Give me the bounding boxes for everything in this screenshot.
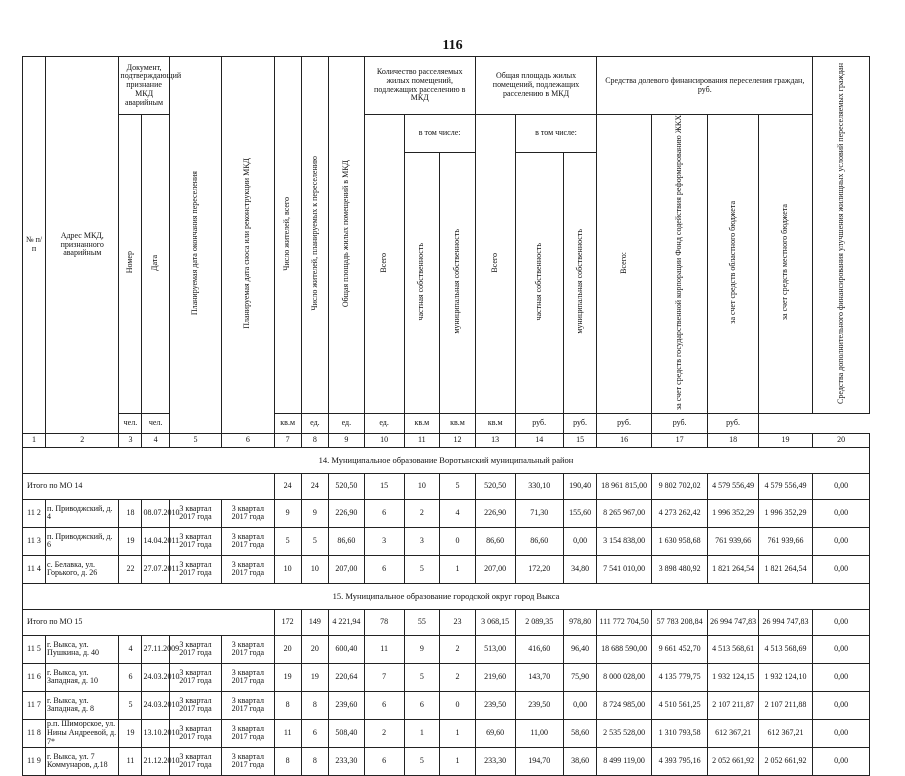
column-number-cell: 2 bbox=[46, 433, 119, 447]
table-cell: 11 2 bbox=[23, 499, 46, 527]
total-cell: 520,50 bbox=[329, 473, 365, 499]
section-title: 15. Муниципальное образование городской округ город Выкса bbox=[23, 583, 870, 609]
table-cell: 10 bbox=[274, 555, 301, 583]
total-cell: 0,00 bbox=[813, 473, 870, 499]
column-number-cell: 8 bbox=[301, 433, 328, 447]
column-number-cell: 7 bbox=[274, 433, 301, 447]
table-cell: 226,90 bbox=[329, 499, 365, 527]
table-cell: 14.04.2011 bbox=[142, 527, 169, 555]
table-cell: 0 bbox=[440, 527, 476, 555]
table-cell: 3 квартал 2017 года bbox=[222, 747, 274, 775]
table-cell: 219,60 bbox=[475, 663, 515, 691]
section-header-row bbox=[23, 447, 870, 473]
table-cell: 4 510 561,25 bbox=[651, 691, 708, 719]
table-cell: 3 квартал 2017 года bbox=[169, 635, 221, 663]
table-cell: 13.10.2010 bbox=[142, 719, 169, 747]
table-row bbox=[23, 527, 870, 555]
table-cell: 1 821 264,54 bbox=[708, 555, 758, 583]
column-number-cell: 4 bbox=[142, 433, 169, 447]
table-cell: 207,00 bbox=[329, 555, 365, 583]
unit-cell: ед. bbox=[329, 413, 365, 433]
table-cell: 226,90 bbox=[475, 499, 515, 527]
table-cell: 4 bbox=[440, 499, 476, 527]
resettlement-table bbox=[22, 56, 870, 776]
hdr-rooms-private: частная собственность bbox=[404, 153, 440, 413]
total-cell: 24 bbox=[274, 473, 301, 499]
page-number: 116 bbox=[442, 38, 463, 53]
table-cell: 0,00 bbox=[813, 663, 870, 691]
hdr-fund-regional: за счет средств областного бюджета bbox=[708, 115, 758, 414]
table-cell: 3 квартал 2017 года bbox=[222, 499, 274, 527]
table-cell: 1 821 264,54 bbox=[758, 555, 813, 583]
table-cell: 513,00 bbox=[475, 635, 515, 663]
table-cell: 1 996 352,29 bbox=[708, 499, 758, 527]
table-cell: 233,30 bbox=[475, 747, 515, 775]
table-cell: 612 367,21 bbox=[708, 719, 758, 747]
hdr-doc-number: Номер bbox=[119, 115, 142, 414]
table-cell: 10 bbox=[301, 555, 328, 583]
table-cell: 20 bbox=[274, 635, 301, 663]
table-cell: 0,00 bbox=[813, 719, 870, 747]
total-cell: 57 783 208,84 bbox=[651, 609, 708, 635]
column-number-cell: 13 bbox=[475, 433, 515, 447]
table-cell: 761 939,66 bbox=[758, 527, 813, 555]
total-cell: 978,80 bbox=[563, 609, 597, 635]
table-cell: 38,60 bbox=[563, 747, 597, 775]
table-cell: 75,90 bbox=[563, 663, 597, 691]
table-cell: 3 квартал 2017 года bbox=[169, 555, 221, 583]
resettlement-table-wrap bbox=[22, 56, 870, 776]
table-cell: 3 квартал 2017 года bbox=[222, 719, 274, 747]
table-cell: 2 bbox=[440, 635, 476, 663]
table-cell: 2 535 528,00 bbox=[597, 719, 652, 747]
hdr-area-total: Всего bbox=[475, 115, 515, 414]
table-cell: 239,60 bbox=[329, 691, 365, 719]
table-cell: 96,40 bbox=[563, 635, 597, 663]
total-label: Итого по МО 14 bbox=[23, 473, 275, 499]
table-cell: 19 bbox=[274, 663, 301, 691]
column-number-row bbox=[23, 433, 870, 447]
hdr-area-private: частная собственность bbox=[515, 153, 563, 413]
hdr-rooms-municipal: муниципальная собственность bbox=[440, 153, 476, 413]
table-cell: 0,00 bbox=[813, 691, 870, 719]
table-cell: 4 273 262,42 bbox=[651, 499, 708, 527]
table-cell: 0,00 bbox=[813, 635, 870, 663]
table-cell: 11 9 bbox=[23, 747, 46, 775]
table-cell: 11 3 bbox=[23, 527, 46, 555]
table-cell: 18 688 590,00 bbox=[597, 635, 652, 663]
table-cell: 4 bbox=[119, 635, 142, 663]
table-cell: 8 bbox=[301, 691, 328, 719]
table-cell: 3 154 838,00 bbox=[597, 527, 652, 555]
total-cell: 190,40 bbox=[563, 473, 597, 499]
table-cell: 2 052 661,92 bbox=[708, 747, 758, 775]
table-cell: 0,00 bbox=[813, 527, 870, 555]
table-cell: 1 bbox=[440, 555, 476, 583]
table-cell: 11 6 bbox=[23, 663, 46, 691]
hdr-residents-planned: Число жителей, планируемых к переселению bbox=[301, 57, 328, 414]
table-cell: 7 541 010,00 bbox=[597, 555, 652, 583]
table-cell: 1 bbox=[440, 719, 476, 747]
table-cell: 8 bbox=[274, 747, 301, 775]
column-number-cell: 19 bbox=[758, 433, 813, 447]
total-cell: 15 bbox=[364, 473, 404, 499]
table-cell: 18 bbox=[119, 499, 142, 527]
table-cell: 24.03.2010 bbox=[142, 691, 169, 719]
hdr-area-municipal: муниципальная собственность bbox=[563, 153, 597, 413]
total-cell: 4 221,94 bbox=[329, 609, 365, 635]
total-cell: 10 bbox=[404, 473, 440, 499]
table-cell: 5 bbox=[404, 555, 440, 583]
total-cell: 18 961 815,00 bbox=[597, 473, 652, 499]
address-cell: г. Выкса, ул. Западная, д. 10 bbox=[46, 663, 119, 691]
table-cell: 86,60 bbox=[515, 527, 563, 555]
table-cell: 5 bbox=[274, 527, 301, 555]
unit-cell: чел. bbox=[142, 413, 169, 433]
table-cell: 3 квартал 2017 года bbox=[169, 719, 221, 747]
total-label: Итого по МО 15 bbox=[23, 609, 275, 635]
hdr-address: Адрес МКД, признанного аварийным bbox=[46, 57, 119, 434]
hdr-residents-total: Число жителей, всего bbox=[274, 57, 301, 414]
unit-cell: чел. bbox=[119, 413, 142, 433]
table-cell: 612 367,21 bbox=[758, 719, 813, 747]
table-cell: 6 bbox=[364, 499, 404, 527]
unit-cell: кв.м bbox=[404, 413, 440, 433]
total-cell: 520,50 bbox=[475, 473, 515, 499]
address-cell: р.п. Шиморское, ул. Нины Андреевой, д. 7* bbox=[46, 719, 119, 747]
table-cell: 3 bbox=[364, 527, 404, 555]
column-number-cell: 5 bbox=[169, 433, 221, 447]
unit-cell: кв.м bbox=[440, 413, 476, 433]
table-cell: 761 939,66 bbox=[708, 527, 758, 555]
table-cell: 1 932 124,10 bbox=[758, 663, 813, 691]
table-cell: 6 bbox=[364, 747, 404, 775]
hdr-fund-total: Всего: bbox=[597, 115, 652, 414]
column-number-cell: 12 bbox=[440, 433, 476, 447]
table-cell: 21.12.2010 bbox=[142, 747, 169, 775]
table-row bbox=[23, 555, 870, 583]
table-row bbox=[23, 635, 870, 663]
table-row bbox=[23, 691, 870, 719]
table-cell: 86,60 bbox=[329, 527, 365, 555]
unit-cell: руб. bbox=[515, 413, 563, 433]
table-cell: 8 bbox=[301, 747, 328, 775]
table-cell: 1 bbox=[440, 747, 476, 775]
hdr-total-area: Общая площадь жилых помещений в МКД bbox=[329, 57, 365, 414]
table-cell: 0 bbox=[440, 691, 476, 719]
table-cell: 24.03.2010 bbox=[142, 663, 169, 691]
column-number-cell: 17 bbox=[651, 433, 708, 447]
table-cell: 2 107 211,87 bbox=[708, 691, 758, 719]
table-cell: 69,60 bbox=[475, 719, 515, 747]
hdr-fund-local: за счет средств местного бюджета bbox=[758, 115, 813, 414]
table-cell: 6 bbox=[119, 663, 142, 691]
table-cell: 22 bbox=[119, 555, 142, 583]
table-cell: 19 bbox=[301, 663, 328, 691]
column-number-cell: 16 bbox=[597, 433, 652, 447]
column-number-cell: 10 bbox=[364, 433, 404, 447]
total-cell: 172 bbox=[274, 609, 301, 635]
total-cell: 26 994 747,83 bbox=[758, 609, 813, 635]
section-title: 14. Муниципальное образование Воротынский муниципальный район bbox=[23, 447, 870, 473]
hdr-fund-corp: за счет средств государственной корпорации Фонд содействия реформированию ЖКХ bbox=[651, 115, 708, 414]
unit-cell: руб. bbox=[708, 413, 758, 433]
hdr-no: № п/п bbox=[23, 57, 46, 434]
table-cell: 8 000 028,00 bbox=[597, 663, 652, 691]
table-cell: 11 bbox=[119, 747, 142, 775]
table-cell: 5 bbox=[301, 527, 328, 555]
table-cell: 1 996 352,29 bbox=[758, 499, 813, 527]
column-number-cell: 15 bbox=[563, 433, 597, 447]
unit-cell: ед. bbox=[364, 413, 404, 433]
table-cell: 6 bbox=[364, 691, 404, 719]
total-cell: 4 579 556,49 bbox=[758, 473, 813, 499]
column-number-cell: 18 bbox=[708, 433, 758, 447]
section-header-row bbox=[23, 583, 870, 609]
table-body bbox=[23, 57, 870, 776]
table-cell: 2 bbox=[404, 499, 440, 527]
table-cell: 11 8 bbox=[23, 719, 46, 747]
table-cell: 233,30 bbox=[329, 747, 365, 775]
table-cell: 194,70 bbox=[515, 747, 563, 775]
table-cell: 8 499 119,00 bbox=[597, 747, 652, 775]
table-cell: 3 квартал 2017 года bbox=[169, 499, 221, 527]
address-cell: г. Выкса, ул. Западная, д. 8 bbox=[46, 691, 119, 719]
table-cell: 0,00 bbox=[813, 555, 870, 583]
total-cell: 78 bbox=[364, 609, 404, 635]
table-cell: 5 bbox=[119, 691, 142, 719]
table-cell: 1 bbox=[404, 719, 440, 747]
table-cell: 20 bbox=[301, 635, 328, 663]
total-cell: 26 994 747,83 bbox=[708, 609, 758, 635]
table-cell: 19 bbox=[119, 719, 142, 747]
table-cell: 0,00 bbox=[563, 527, 597, 555]
hdr-planned-demolish: Планируемая дата сноса или реконструкции МКД bbox=[222, 57, 274, 434]
hdr-area-incl: в том числе: bbox=[515, 115, 597, 153]
table-cell: 9 bbox=[274, 499, 301, 527]
table-cell: 2 bbox=[364, 719, 404, 747]
table-cell: 27.11.2009 bbox=[142, 635, 169, 663]
table-cell: 58,60 bbox=[563, 719, 597, 747]
table-cell: 71,30 bbox=[515, 499, 563, 527]
table-cell: 416,60 bbox=[515, 635, 563, 663]
table-cell: 11 5 bbox=[23, 635, 46, 663]
table-cell: 3 квартал 2017 года bbox=[222, 527, 274, 555]
unit-cell: кв.м bbox=[274, 413, 301, 433]
table-cell: 3 квартал 2017 года bbox=[169, 663, 221, 691]
table-cell: 8 724 985,00 bbox=[597, 691, 652, 719]
table-row bbox=[23, 747, 870, 775]
unit-cell: руб. bbox=[563, 413, 597, 433]
total-cell: 24 bbox=[301, 473, 328, 499]
table-cell: 2 107 211,88 bbox=[758, 691, 813, 719]
table-cell: 7 bbox=[364, 663, 404, 691]
hdr-rooms-total: Всего bbox=[364, 115, 404, 414]
table-cell: 8 bbox=[274, 691, 301, 719]
hdr-document: Документ, подтверждающий признание МКД аварийным bbox=[119, 57, 169, 115]
table-cell: 155,60 bbox=[563, 499, 597, 527]
column-number-cell: 9 bbox=[329, 433, 365, 447]
table-cell: 3 bbox=[404, 527, 440, 555]
table-cell: 9 bbox=[301, 499, 328, 527]
total-cell: 149 bbox=[301, 609, 328, 635]
table-cell: 8 265 967,00 bbox=[597, 499, 652, 527]
address-cell: г. Выкса, ул. Пушкина, д. 40 bbox=[46, 635, 119, 663]
table-cell: 5 bbox=[404, 747, 440, 775]
total-cell: 0,00 bbox=[813, 609, 870, 635]
table-cell: 3 квартал 2017 года bbox=[222, 691, 274, 719]
column-number-cell: 14 bbox=[515, 433, 563, 447]
table-cell: 3 квартал 2017 года bbox=[169, 527, 221, 555]
unit-cell: руб. bbox=[597, 413, 652, 433]
table-cell: 508,40 bbox=[329, 719, 365, 747]
table-cell: 4 393 795,16 bbox=[651, 747, 708, 775]
total-cell: 5 bbox=[440, 473, 476, 499]
column-number-cell: 3 bbox=[119, 433, 142, 447]
table-cell: 600,40 bbox=[329, 635, 365, 663]
table-cell: 9 661 452,70 bbox=[651, 635, 708, 663]
table-cell: 11 bbox=[274, 719, 301, 747]
table-row bbox=[23, 499, 870, 527]
table-cell: 4 513 568,69 bbox=[758, 635, 813, 663]
total-cell: 55 bbox=[404, 609, 440, 635]
table-cell: 1 932 124,15 bbox=[708, 663, 758, 691]
address-cell: п. Приводжский, д. 4 bbox=[46, 499, 119, 527]
table-cell: 6 bbox=[404, 691, 440, 719]
table-cell: 86,60 bbox=[475, 527, 515, 555]
hdr-doc-date: Дата bbox=[142, 115, 169, 414]
table-cell: 6 bbox=[364, 555, 404, 583]
table-cell: 11 4 bbox=[23, 555, 46, 583]
table-cell: 3 квартал 2017 года bbox=[169, 747, 221, 775]
table-cell: 3 898 480,92 bbox=[651, 555, 708, 583]
units-row bbox=[23, 413, 870, 433]
table-cell: 2 bbox=[440, 663, 476, 691]
table-cell: 27.07.2011 bbox=[142, 555, 169, 583]
total-cell: 4 579 556,49 bbox=[708, 473, 758, 499]
table-cell: 0,00 bbox=[563, 691, 597, 719]
total-cell: 23 bbox=[440, 609, 476, 635]
total-row bbox=[23, 609, 870, 635]
address-cell: п. Приводжский, д. 6 bbox=[46, 527, 119, 555]
table-cell: 172,20 bbox=[515, 555, 563, 583]
column-number-cell: 20 bbox=[813, 433, 870, 447]
hdr-rooms-group: Количество расселяемых жилых помещений, подлежащих расселению в МКД bbox=[364, 57, 475, 115]
table-cell: 1 630 958,68 bbox=[651, 527, 708, 555]
unit-cell: руб. bbox=[651, 413, 708, 433]
table-cell: 4 513 568,61 bbox=[708, 635, 758, 663]
table-cell: 220,64 bbox=[329, 663, 365, 691]
total-cell: 9 802 702,02 bbox=[651, 473, 708, 499]
table-cell: 1 310 793,58 bbox=[651, 719, 708, 747]
unit-cell: кв.м bbox=[475, 413, 515, 433]
address-cell: с. Белавка, ул. Горького, д. 26 bbox=[46, 555, 119, 583]
table-cell: 19 bbox=[119, 527, 142, 555]
table-row bbox=[23, 719, 870, 747]
total-cell: 330,10 bbox=[515, 473, 563, 499]
table-cell: 3 квартал 2017 года bbox=[222, 663, 274, 691]
hdr-planned-resettle-end: Планируемая дата окончания переселения bbox=[169, 57, 221, 434]
table-cell: 239,50 bbox=[515, 691, 563, 719]
hdr-funds-group: Средства долевого финансирования переселения граждан, руб. bbox=[597, 57, 813, 115]
table-cell: 9 bbox=[404, 635, 440, 663]
total-row bbox=[23, 473, 870, 499]
table-cell: 207,00 bbox=[475, 555, 515, 583]
table-cell: 3 квартал 2017 года bbox=[222, 555, 274, 583]
table-cell: 4 135 779,75 bbox=[651, 663, 708, 691]
unit-cell: ед. bbox=[301, 413, 328, 433]
hdr-rooms-incl: в том числе: bbox=[404, 115, 475, 153]
table-cell: 11 7 bbox=[23, 691, 46, 719]
table-cell: 2 052 661,92 bbox=[758, 747, 813, 775]
table-cell: 11 bbox=[364, 635, 404, 663]
table-cell: 11,00 bbox=[515, 719, 563, 747]
total-cell: 2 089,35 bbox=[515, 609, 563, 635]
total-cell: 3 068,15 bbox=[475, 609, 515, 635]
table-cell: 3 квартал 2017 года bbox=[222, 635, 274, 663]
table-cell: 5 bbox=[404, 663, 440, 691]
table-cell: 239,50 bbox=[475, 691, 515, 719]
hdr-fund-extra: Средства дополнительного финансирования улучшения жилищных условий переселяемых граждан bbox=[813, 57, 870, 414]
table-row bbox=[23, 663, 870, 691]
column-number-cell: 1 bbox=[23, 433, 46, 447]
table-cell: 6 bbox=[301, 719, 328, 747]
table-cell: 3 квартал 2017 года bbox=[169, 691, 221, 719]
column-number-cell: 6 bbox=[222, 433, 274, 447]
table-cell: 34,80 bbox=[563, 555, 597, 583]
table-cell: 0,00 bbox=[813, 747, 870, 775]
table-cell: 0,00 bbox=[813, 499, 870, 527]
total-cell: 111 772 704,50 bbox=[597, 609, 652, 635]
table-cell: 08.07.2010 bbox=[142, 499, 169, 527]
address-cell: г. Выкса, ул. 7 Коммунаров, д.18 bbox=[46, 747, 119, 775]
column-number-cell: 11 bbox=[404, 433, 440, 447]
hdr-area-group: Общая площадь жилых помещений, подлежащих расселению в МКД bbox=[475, 57, 597, 115]
table-cell: 143,70 bbox=[515, 663, 563, 691]
